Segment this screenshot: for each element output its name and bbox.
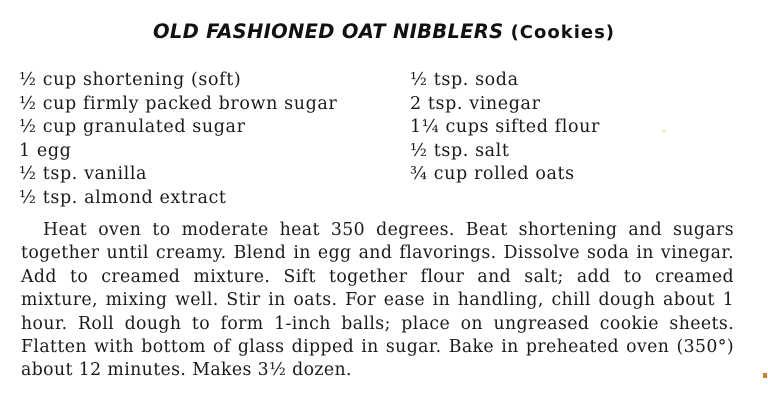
ingredient-item: ½ cup granulated sugar [19, 117, 246, 138]
ingredient-item: ½ cup shortening (soft) [19, 70, 242, 90]
ingredient-item: ½ tsp. salt [410, 140, 510, 161]
recipe-title-text: OLD FASHIONED OAT NIBBLERS [152, 20, 504, 43]
recipe-instructions: Heat oven to moderate heat 350 degrees. Beat shortening and sugars together until creamy. Blend in egg and flavorings. Dissolve soda in vinegar. Add to creamed mixture. Sift together flour and salt; add to creamed mixture, mixing well. Stir in oats. For ease in handling, chill dough about 1 hour. Roll dough to form 1-inch balls; place on ungreased cookie sheets. Flatten with bottom of glass dipped in sugar. Bake in preheated oven (350°) about 12 minutes. Makes 3½ dozen. [21, 220, 734, 381]
ingredient-item: 1¼ cups sifted flour [410, 117, 600, 138]
ingredient-item: 1 egg [19, 140, 72, 161]
paper-speck [662, 129, 666, 133]
ingredient-item: ½ tsp. vanilla [19, 164, 148, 185]
ingredients-left-column [19, 69, 337, 211]
ingredients-right-column [410, 69, 600, 187]
ingredient-item: ½ cup firmly packed brown sugar [19, 93, 338, 114]
paper-speck [763, 373, 767, 378]
ingredient-item: ½ tsp. soda [410, 70, 519, 90]
ingredient-item: ¾ cup rolled oats [410, 164, 575, 185]
ingredient-item: ½ tsp. almond extract [19, 187, 227, 208]
recipe-title [0, 20, 768, 43]
ingredient-item: 2 tsp. vinegar [410, 93, 541, 114]
recipe-subtitle: (Cookies) [510, 22, 616, 43]
